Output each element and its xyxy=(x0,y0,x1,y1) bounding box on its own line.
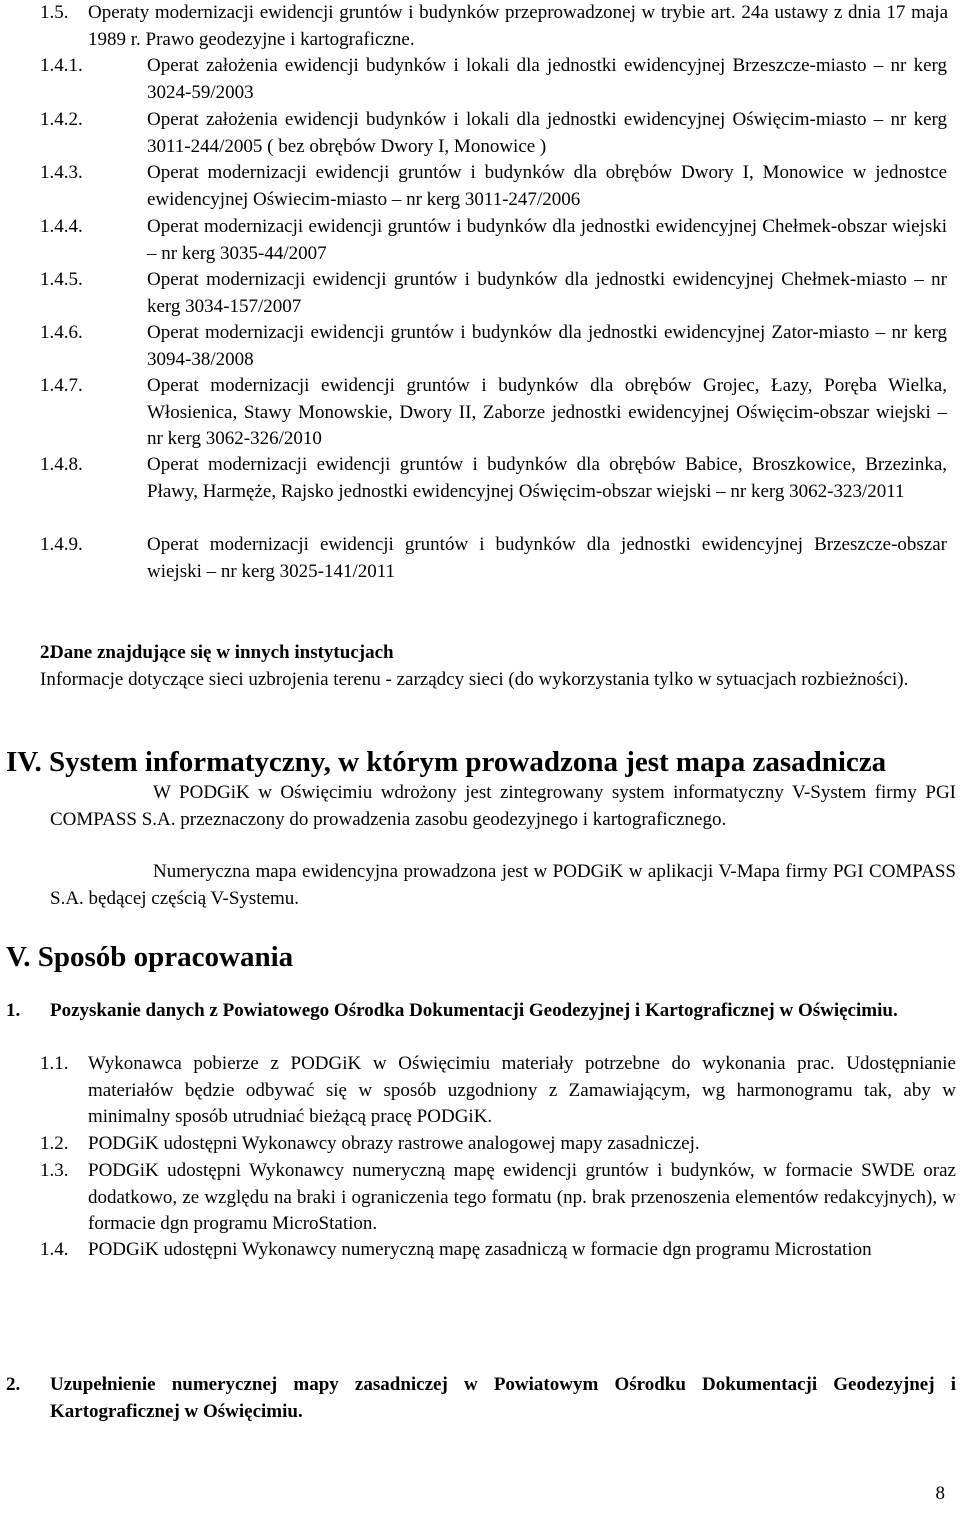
item-number: 1.2. xyxy=(40,1133,69,1154)
item-number: 1.3. xyxy=(40,1160,69,1181)
section-iv-paragraph-1: W PODGiK w Oświęcimiu wdrożony jest zintegrowany system informatyczny V-System firmy PGI COMPASS S.A. przeznaczony do prowadzenia zasobu geodezyjnego i kartograficznego. xyxy=(50,782,956,830)
item-text: Operat modernizacji ewidencji gruntów i budynków dla obrębów Babice, Broszkowice, Brzezinka, Pławy, Harmęże, Rajsko jednostki ewidencyjnej Oświęcim-obszar wiejski – nr kerg 3062-323/2011 xyxy=(147,454,947,502)
section-number: V. xyxy=(6,941,31,973)
section-number: 2. xyxy=(40,642,55,663)
item-text: Operat modernizacji ewidencji gruntów i budynków dla jednostki ewidencyjnej Chełmek-miasto – nr kerg 3034-157/2007 xyxy=(147,269,947,317)
item-text: Operat modernizacji ewidencji gruntów i budynków dla jednostki ewidencyjnej Chełmek-obszar wiejski – nr kerg 3035-44/2007 xyxy=(147,216,947,264)
item-number: 1.4.5. xyxy=(40,269,83,290)
item-text: Operat założenia ewidencji budynków i lokali dla jednostki ewidencyjnej Brzeszcze-miasto – nr kerg 3024-59/2003 xyxy=(147,55,947,103)
page-number: 8 xyxy=(935,1482,945,1504)
item-text: PODGiK udostępni Wykonawcy numeryczną mapę zasadniczą w formacie dgn programu Microstation xyxy=(88,1239,872,1260)
section-v-heading xyxy=(6,940,293,974)
section-title: Sposób opracowania xyxy=(37,941,294,973)
item-number: 1.4.7. xyxy=(40,375,83,396)
item-text: PODGiK udostępni Wykonawcy numeryczną mapę ewidencji gruntów i budynków, w formacie SWDE oraz dodatkowo, ze względu na braki i ograniczenia tego formatu (np. brak przenoszenia elementów redakcyjnych), w formacie dgn programu MicroStation. xyxy=(88,1160,956,1234)
section-body: Informacje dotyczące sieci uzbrojenia terenu - zarządcy sieci (do wykorzystania tylko w sytuacjach rozbieżności). xyxy=(40,669,909,690)
item-number: 1.4.6. xyxy=(40,322,83,343)
section-iv-paragraph-2: Numeryczna mapa ewidencyjna prowadzona jest w PODGiK w aplikacji V-Mapa firmy PGI COMPASS S.A. będącej częścią V-Systemu. xyxy=(50,861,956,909)
section-title: System informatyczny, w którym prowadzona jest mapa zasadnicza xyxy=(49,746,887,778)
section-iv-heading xyxy=(6,745,886,779)
subsection-v-1-title: Pozyskanie danych z Powiatowego Ośrodka Dokumentacji Geodezyjnej i Kartograficznej w Oświęcimiu. xyxy=(50,1000,898,1021)
item-text: PODGiK udostępni Wykonawcy obrazy rastrowe analogowej mapy zasadniczej. xyxy=(88,1133,700,1154)
item-number: 1.4.2. xyxy=(40,109,83,130)
item-number: 1.4.8. xyxy=(40,454,83,475)
item-text: Operat modernizacji ewidencji gruntów i budynków dla jednostki ewidencyjnej Zator-miasto – nr kerg 3094-38/2008 xyxy=(147,322,947,370)
item-text: Wykonawca pobierze z PODGiK w Oświęcimiu materiały potrzebne do wykonania prac. Udostępnianie materiałów będzie odbywać się w sposób uzgodniony z Zamawiającym, wg harmonogramu tak, aby w minimalny sposób utrudniać bieżącą pracę PODGiK. xyxy=(88,1053,956,1127)
item-text: Operat modernizacji ewidencji gruntów i budynków dla obrębów Grojec, Łazy, Poręba Wielka, Włosienica, Stawy Monowskie, Dwory II, Zaborze jednostki ewidencyjnej Oświęcim-obszar wiejski – nr kerg 3062-326/2010 xyxy=(147,375,947,449)
item-number: 1.4. xyxy=(40,1239,69,1260)
section-title: Dane znajdujące się w innych instytucjach xyxy=(50,642,394,663)
item-number: 1.4.3. xyxy=(40,162,83,183)
item-text: Operat modernizacji ewidencji gruntów i budynków dla jednostki ewidencyjnej Brzeszcze-obszar wiejski – nr kerg 3025-141/2011 xyxy=(147,534,947,582)
subsection-v-2-title: Uzupełnienie numerycznej mapy zasadniczej w Powiatowym Ośrodku Dokumentacji Geodezyjnej i Kartograficznej w Oświęcimiu. xyxy=(50,1374,956,1422)
item-number: 1.4.1. xyxy=(40,55,83,76)
item-number: 1.1. xyxy=(40,1053,69,1074)
item-text: Operaty modernizacji ewidencji gruntów i budynków przeprowadzonej w trybie art. 24a ustawy z dnia 17 maja 1989 r. Prawo geodezyjne i kartograficzne. xyxy=(88,2,948,50)
subsection-v-2-number: 2. xyxy=(6,1374,21,1395)
item-number: 1.5. xyxy=(40,2,69,23)
subsection-v-1-number: 1. xyxy=(6,1000,21,1021)
item-number: 1.4.4. xyxy=(40,216,83,237)
item-text: Operat założenia ewidencji budynków i lokali dla jednostki ewidencyjnej Oświęcim-miasto – nr kerg 3011-244/2005 ( bez obrębów Dwory I, Monowice ) xyxy=(147,109,947,157)
section-number: IV. xyxy=(6,746,42,778)
item-number: 1.4.9. xyxy=(40,534,83,555)
item-text: Operat modernizacji ewidencji gruntów i budynków dla obrębów Dwory I, Monowice w jednostce ewidencyjnej Oświecim-miasto – nr kerg 3011-247/2006 xyxy=(147,162,947,210)
